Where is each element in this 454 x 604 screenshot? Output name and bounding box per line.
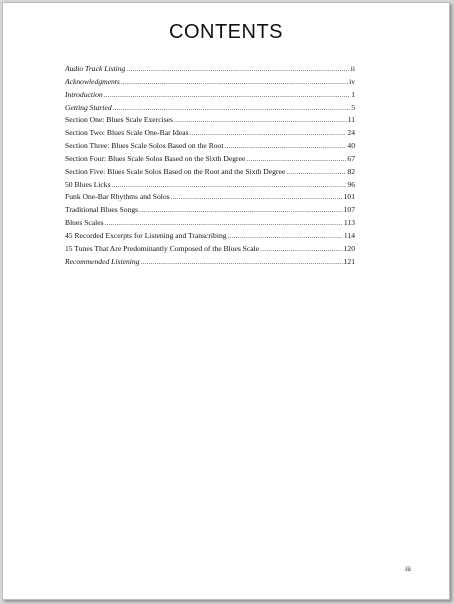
dot-leader [190, 127, 347, 140]
dot-leader [139, 204, 342, 217]
dot-leader [113, 102, 351, 115]
toc-entry-page: 24 [347, 128, 355, 138]
toc-entry [65, 230, 355, 243]
toc-entry-label: 45 Recorded Excerpts for Listening and Transcribing [65, 230, 227, 240]
toc-entry [65, 76, 355, 89]
dot-leader [105, 217, 343, 230]
dot-leader [112, 179, 347, 192]
toc-entry [65, 179, 355, 192]
toc-entry [65, 89, 355, 102]
dot-leader [121, 76, 348, 89]
document-page [2, 2, 450, 600]
toc-entry-label: Section Three: Blues Scale Solos Based on the Root [65, 141, 224, 151]
toc-entry-page: 120 [343, 243, 355, 253]
dot-leader [126, 63, 349, 76]
toc-entry-label: Getting Started [65, 102, 112, 112]
dot-leader [286, 166, 346, 179]
toc-entry [65, 153, 355, 166]
dot-leader [171, 191, 343, 204]
toc-entry-page: 121 [343, 256, 355, 266]
toc-entry-label: Acknowledgments [65, 76, 120, 86]
dot-leader [260, 243, 342, 256]
page-title: CONTENTS [169, 21, 283, 43]
toc-entry [65, 102, 355, 115]
toc-entry-page: ii [350, 64, 355, 73]
toc-entry-label: Traditional Blues Songs [65, 205, 139, 215]
toc-entry-page: 11 [347, 115, 355, 125]
toc-entry-label: 15 Tunes That Are Predominantly Composed of the Blues Scale [65, 243, 260, 253]
toc-entry [65, 114, 355, 127]
toc-entry-page: 5 [351, 102, 355, 112]
toc-entry-page: 67 [347, 153, 355, 163]
toc-entry-label: Recommended Listening [65, 256, 140, 266]
toc-entry-page: 101 [343, 192, 355, 202]
page-number-folio: iii [405, 565, 411, 573]
toc-entry-label: Section Five: Blues Scale Solos Based on the Root and the Sixth Degree [65, 166, 286, 176]
toc-entry-label: Section One: Blues Scale Exercises [65, 115, 173, 125]
toc-entry-label: 50 Blues Licks [65, 179, 111, 189]
toc-entry-label: Section Four: Blues Scale Solos Based on the Sixth Degree [65, 153, 246, 163]
toc-entry [65, 243, 355, 256]
dot-leader [174, 114, 347, 127]
dot-leader [246, 153, 346, 166]
toc-entry [65, 191, 355, 204]
toc-entry-page: 113 [343, 218, 355, 228]
toc-entry-label: Section Two: Blues Scale One-Bar Ideas [65, 128, 189, 138]
table-of-contents [65, 63, 355, 269]
toc-entry [65, 166, 355, 179]
toc-entry-page: iv [349, 76, 355, 86]
dot-leader [104, 89, 351, 102]
dot-leader [228, 230, 343, 243]
toc-entry-label: Introduction [65, 89, 103, 99]
toc-entry-page: 107 [343, 205, 355, 215]
toc-entry-label: Audio Track Listing [65, 64, 126, 73]
dot-leader [224, 140, 346, 153]
toc-entry-label: Funk One-Bar Rhythms and Solos [65, 192, 170, 202]
toc-entry [65, 256, 355, 269]
toc-entry-page: 82 [347, 166, 355, 176]
toc-entry-page: 1 [351, 89, 355, 99]
toc-entry [65, 140, 355, 153]
toc-entry [65, 63, 355, 76]
toc-entry-page: 40 [347, 141, 355, 151]
toc-entry-page: 114 [343, 230, 355, 240]
toc-entry-label: Blues Scales [65, 218, 104, 228]
dot-leader [140, 256, 342, 269]
toc-entry [65, 204, 355, 217]
toc-entry [65, 127, 355, 140]
toc-entry-page: 96 [347, 179, 355, 189]
toc-entry [65, 217, 355, 230]
